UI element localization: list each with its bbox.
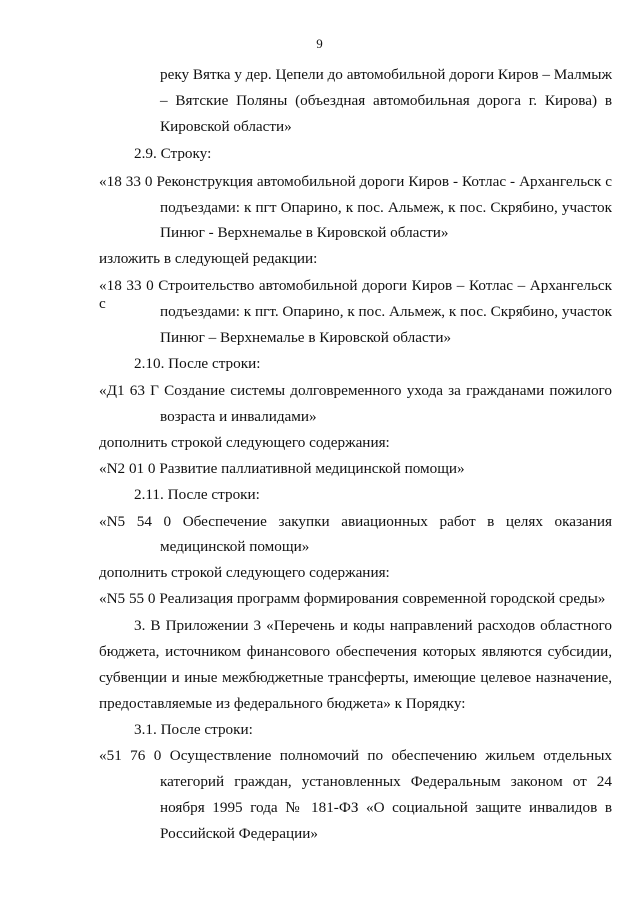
- text-line: категорий граждан, установленных Федеральным законом от 24: [160, 773, 612, 790]
- text-line: подъездами: к пгт Опарино, к пос. Альмеж, к пос. Скрябино, участок: [160, 199, 612, 216]
- text-line: субвенции и иные межбюджетные трансферты, имеющие целевое назначение,: [99, 669, 612, 686]
- text-line: «18 33 0 Реконструкция автомобильной дороги Киров - Котлас - Архангельск с: [99, 173, 612, 190]
- text-line: 2.10. После строки:: [134, 355, 261, 372]
- text-line: Кировской области»: [160, 118, 292, 135]
- text-line: «N5 54 0 Обеспечение закупки авиационных работ в целях оказания: [99, 513, 612, 530]
- text-line: изложить в следующей редакции:: [99, 250, 318, 267]
- text-line: ноября 1995 года № 181-ФЗ «О социальной защите инвалидов в: [160, 799, 612, 816]
- text-line: бюджета, источником финансового обеспечения которых являются субсидии,: [99, 643, 612, 660]
- text-line: предоставляемые из федерального бюджета» к Порядку:: [99, 695, 466, 712]
- text-line: Российской Федерации»: [160, 825, 318, 842]
- text-line: «18 33 0 Строительство автомобильной дороги Киров – Котлас – Архангельск с: [99, 277, 612, 312]
- text-line: возраста и инвалидами»: [160, 408, 317, 425]
- text-line: – Вятские Поляны (объездная автомобильная дорога г. Кирова) в: [160, 92, 612, 109]
- text-line: реку Вятка у дер. Цепели до автомобильной дороги Киров – Малмыж: [160, 66, 612, 83]
- page-number: 9: [316, 36, 323, 51]
- text-line: «N5 55 0 Реализация программ формирования современной городской среды»: [99, 590, 606, 607]
- text-line: 3.1. После строки:: [134, 721, 253, 738]
- text-line: «N2 01 0 Развитие паллиативной медицинской помощи»: [99, 460, 465, 477]
- text-line: подъездами: к пгт. Опарино, к пос. Альмеж, к пос. Скрябино, участок: [160, 303, 612, 320]
- text-line: 2.11. После строки:: [134, 486, 260, 503]
- text-line: «Д1 63 Г Создание системы долговременного ухода за гражданами пожилого: [99, 382, 612, 399]
- text-line: 3. В Приложении 3 «Перечень и коды направлений расходов областного: [134, 617, 612, 634]
- text-line: дополнить строкой следующего содержания:: [99, 564, 390, 581]
- text-line: медицинской помощи»: [160, 538, 310, 555]
- text-line: Пинюг – Верхнемалье в Кировской области»: [160, 329, 452, 346]
- text-line: дополнить строкой следующего содержания:: [99, 434, 390, 451]
- text-line: 2.9. Строку:: [134, 145, 212, 162]
- text-line: Пинюг - Верхнемалье в Кировской области»: [160, 224, 449, 241]
- text-line: «51 76 0 Осуществление полномочий по обеспечению жильем отдельных: [99, 747, 612, 764]
